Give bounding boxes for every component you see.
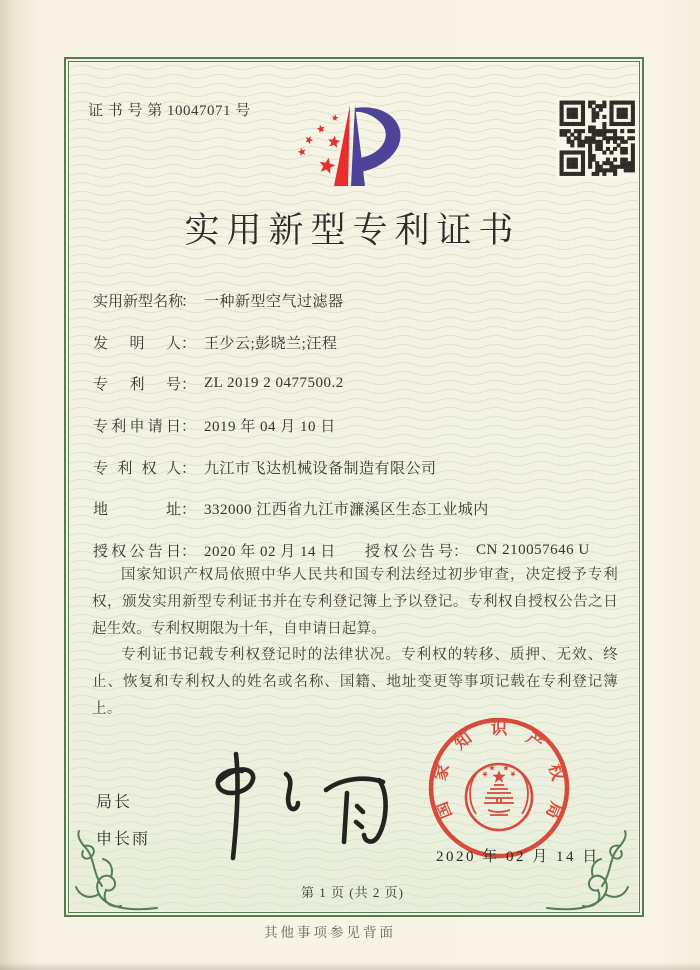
svg-text:局: 局	[542, 799, 567, 822]
commissioner-block	[96, 784, 150, 858]
logo-purple-bowl	[355, 107, 400, 172]
field-colon: ：	[181, 460, 197, 477]
field-label: 发 明 人	[93, 335, 181, 352]
field-row-name	[93, 280, 618, 322]
svg-text:产: 产	[522, 728, 548, 754]
field-label: 专 利 申 请 日	[93, 419, 181, 436]
field-row-inventor	[93, 322, 618, 364]
field-value: 王少云;彭晓兰;汪程	[204, 335, 338, 352]
field-colon: ：	[181, 502, 197, 519]
svg-text:识: 识	[490, 719, 508, 738]
signature-handwriting	[190, 748, 405, 870]
logo-purple-stem	[351, 105, 365, 186]
cnipa-logo-icon	[291, 97, 423, 199]
field-label: 授 权 公 告 日	[93, 543, 181, 560]
field-label: 专 利 权 人	[93, 460, 181, 477]
page-indicator: 第 1 页 (共 2 页)	[301, 885, 404, 900]
svg-text:权: 权	[545, 761, 568, 783]
field-colon: ：	[181, 377, 197, 394]
field-colon: ：	[453, 543, 469, 560]
svg-text:知: 知	[450, 728, 476, 754]
svg-text:家: 家	[430, 761, 453, 783]
seal-date: 2020 年 02 月 14 日	[436, 849, 600, 865]
commissioner-title: 局长	[96, 794, 133, 811]
field-value: 2020 年 02 月 14 日	[204, 543, 336, 560]
field-colon: ：	[181, 419, 197, 436]
field-label: 专 利 号	[93, 377, 181, 394]
field-label: 实 用 新 型 名 称	[93, 294, 184, 311]
field-value: 九江市飞达机械设备制造有限公司	[204, 460, 437, 477]
field-value: 332000 江西省九江市濂溪区生态工业城内	[204, 502, 489, 519]
field-colon: ：	[181, 335, 197, 352]
field-row-address	[93, 488, 618, 530]
certificate-number: 证 书 号 第 10047071 号	[88, 103, 251, 119]
seal-emblem	[466, 764, 532, 830]
field-value: 一种新型空气过滤器	[204, 294, 344, 311]
field-label: 授 权 公 告 号	[365, 543, 453, 560]
body-paragraph-1: 国家知识产权局依照中华人民共和国专利法经过初步审查，决定授予专利权，颁发实用新型专利证书并在专利登记簿上予以登记。专利权自授权公告之日起生效。专利权期限为十年，自申请日起算。	[92, 567, 618, 637]
field-row-patent-no	[93, 363, 618, 405]
logo-stars	[298, 115, 341, 174]
back-note: 其他事项参见背面	[264, 925, 396, 940]
body-paragraph-2: 专利证书记载专利权登记时的法律状况。专利权的转移、质押、无效、终止、恢复和专利权人的姓名或名称、国籍、地址变更等事项记载在专利登记簿上。	[92, 647, 618, 717]
field-row-patentee	[93, 446, 618, 488]
commissioner-name: 申长雨	[96, 831, 151, 848]
field-row-filing-date	[93, 405, 618, 447]
body-text	[92, 562, 618, 723]
page-title: 实用新型专利证书	[184, 211, 521, 250]
field-value: CN 210057646 U	[476, 541, 590, 558]
field-label: 地 址	[93, 502, 181, 519]
qr-code	[556, 97, 638, 179]
field-colon: ：	[181, 294, 197, 311]
field-value: ZL 2019 2 0477500.2	[204, 375, 344, 392]
field-value: 2019 年 04 月 10 日	[204, 419, 336, 436]
official-seal-icon	[424, 713, 574, 863]
svg-text:国: 国	[431, 799, 456, 822]
field-list	[93, 280, 618, 571]
field-colon: ：	[181, 543, 197, 560]
